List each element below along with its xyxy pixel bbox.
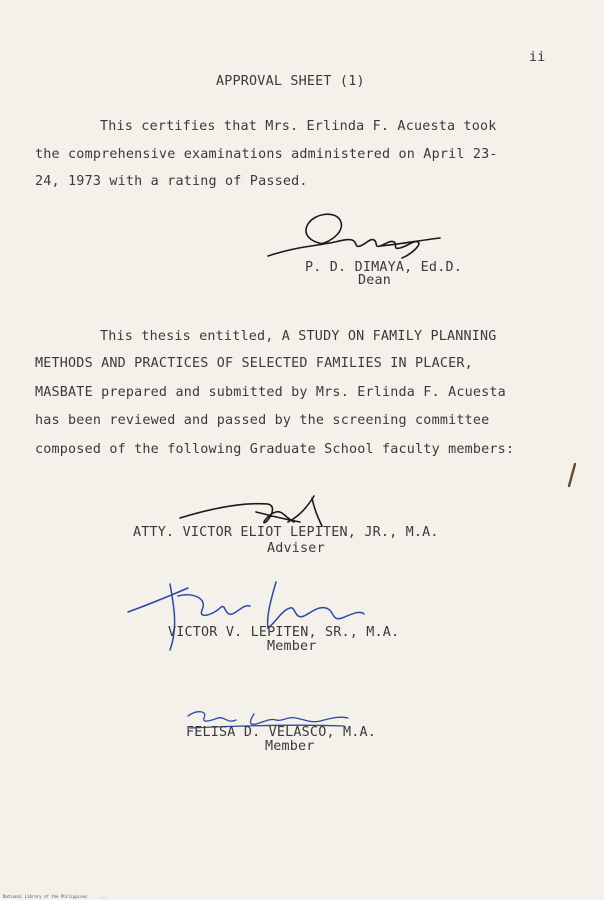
committee-member-1-role: Member bbox=[267, 639, 317, 654]
dean-name: P. D. DIMAYA, Ed.D. bbox=[305, 260, 462, 275]
thesis-line-2: METHODS AND PRACTICES OF SELECTED FAMILIES IN PLACER, bbox=[35, 356, 473, 371]
thesis-line-5: composed of the following Graduate School faculty members: bbox=[35, 442, 515, 457]
certification-line-1: This certifies that Mrs. Erlinda F. Acuesta took bbox=[100, 119, 497, 134]
scan-footer: National Library of the Philippines ... bbox=[3, 894, 107, 899]
ink-mark bbox=[565, 462, 579, 488]
document-title: APPROVAL SHEET (1) bbox=[216, 74, 365, 89]
committee-adviser-name: ATTY. VICTOR ELIOT LEPITEN, JR., M.A. bbox=[133, 525, 439, 540]
committee-member-1-name: VICTOR V. LEPITEN, SR., M.A. bbox=[168, 625, 400, 640]
certification-line-3: 24, 1973 with a rating of Passed. bbox=[35, 174, 308, 189]
committee-adviser-role: Adviser bbox=[267, 541, 325, 556]
committee-member-2-name: FELISA D. VELASCO, M.A. bbox=[186, 725, 377, 740]
dean-role: Dean bbox=[358, 273, 392, 288]
committee-member-2-role: Member bbox=[265, 739, 315, 754]
member-1-signature bbox=[126, 576, 366, 652]
page-number: ii bbox=[529, 50, 546, 65]
certification-line-2: the comprehensive examinations administered on April 23- bbox=[35, 147, 498, 162]
dean-signature bbox=[262, 204, 452, 264]
thesis-line-3: MASBATE prepared and submitted by Mrs. Erlinda F. Acuesta bbox=[35, 385, 506, 400]
thesis-line-4: has been reviewed and passed by the screening committee bbox=[35, 413, 490, 428]
thesis-line-1: This thesis entitled, A STUDY ON FAMILY PLANNING bbox=[100, 329, 497, 344]
